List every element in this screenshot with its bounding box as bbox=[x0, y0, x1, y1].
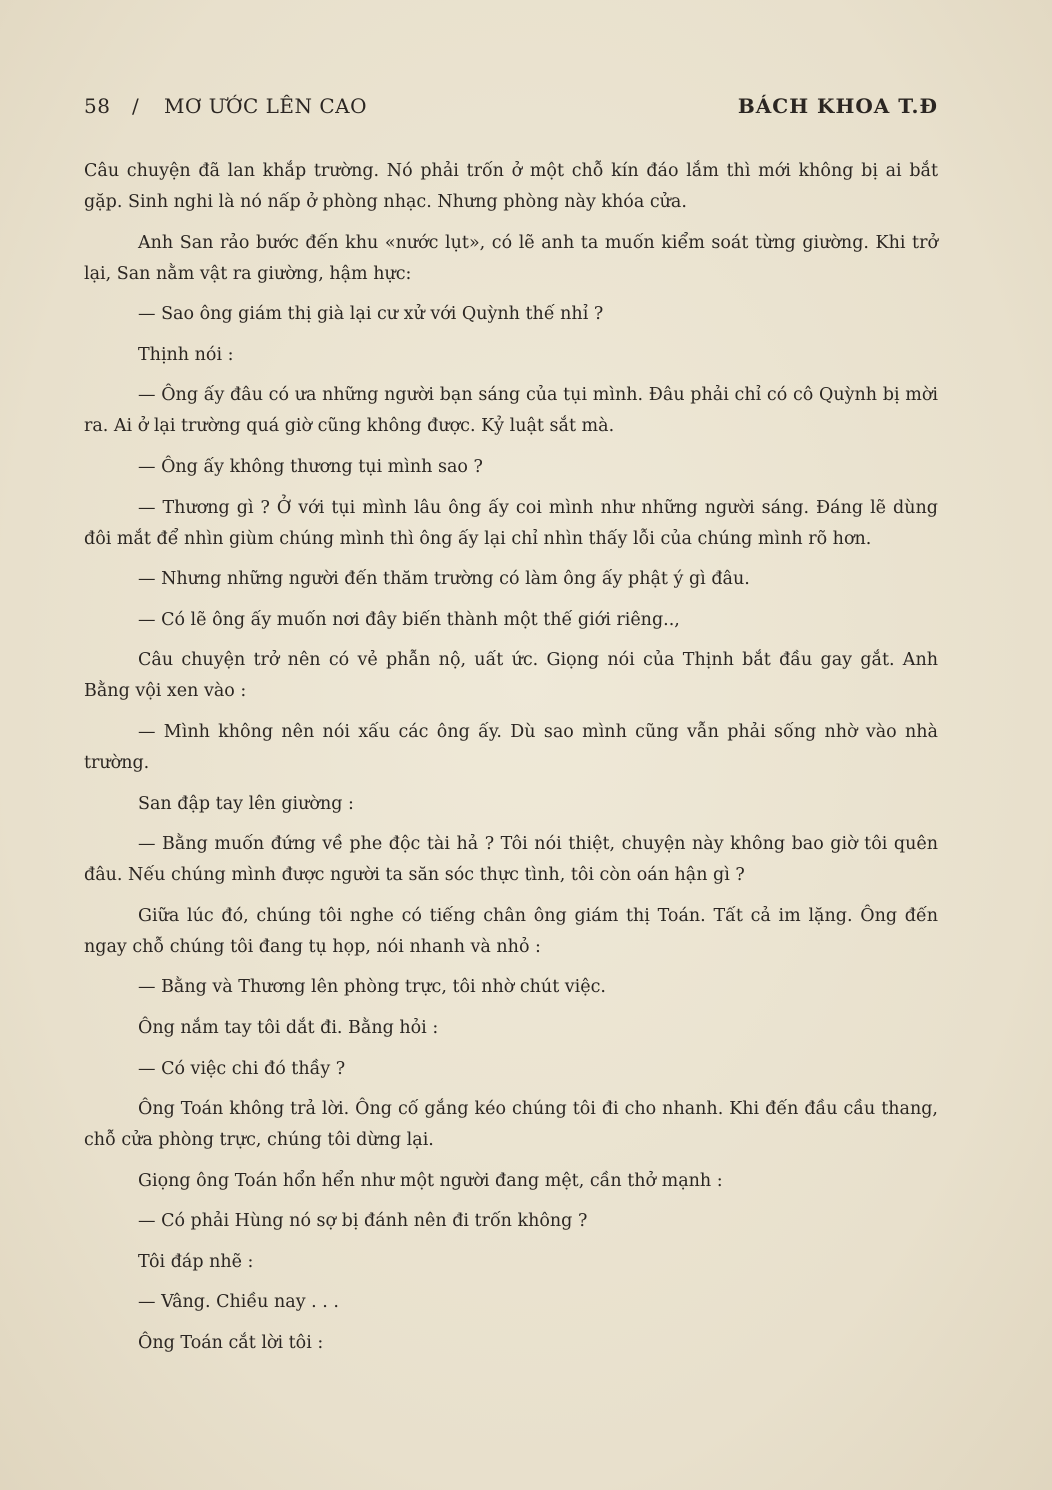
paragraph: Anh San rảo bước đến khu «nước lụt», có lẽ anh ta muốn kiểm soát từng giường. Khi trở lại, San nằm vật ra giường, hậm hực: bbox=[84, 232, 938, 284]
paragraph: — Ông ấy không thương tụi mình sao ? bbox=[138, 456, 483, 477]
paragraph: — Có phải Hùng nó sợ bị đánh nên đi trốn không ? bbox=[138, 1211, 588, 1232]
paragraph: Thịnh nói : bbox=[138, 344, 234, 365]
page-number: 58 bbox=[84, 94, 111, 118]
journal-name: BÁCH KHOA T.Đ bbox=[737, 94, 938, 118]
page-header bbox=[84, 94, 938, 124]
paragraph: Tôi đáp nhẽ : bbox=[138, 1251, 254, 1272]
paragraph: — Sao ông giám thị già lại cư xử với Quỳnh thế nhỉ ? bbox=[138, 304, 604, 325]
paragraph: Ông Toán cắt lời tôi : bbox=[138, 1333, 324, 1354]
paragraph: Câu chuyện trở nên có vẻ phẫn nộ, uất ức. Giọng nói của Thịnh bắt đầu gay gắt. Anh Bằng vội xen vào : bbox=[84, 650, 938, 702]
paragraph: Ông nắm tay tôi dắt đi. Bằng hỏi : bbox=[138, 1017, 439, 1038]
paragraph: — Thương gì ? Ở với tụi mình lâu ông ấy coi mình như những người sáng. Đáng lẽ dùng đôi mắt để nhìn giùm chúng mình thì ông ấy lại chỉ nhìn thấy lỗi của chúng mình rõ hơn. bbox=[84, 497, 938, 549]
running-title: MƠ ƯỚC LÊN CAO bbox=[164, 94, 368, 118]
header-separator: / bbox=[132, 94, 140, 118]
paragraph: Ông Toán không trả lời. Ông cố gắng kéo chúng tôi đi cho nhanh. Khi đến đầu cầu thang, chỗ cửa phòng trực, chúng tôi dừng lại. bbox=[84, 1099, 938, 1151]
paragraph: — Có lẽ ông ấy muốn nơi đây biến thành một thế giới riêng.., bbox=[138, 609, 680, 630]
body-text bbox=[84, 156, 938, 1369]
paragraph: — Vâng. Chiều nay . . . bbox=[138, 1292, 339, 1313]
paragraph: — Ông ấy đâu có ưa những người bạn sáng của tụi mình. Đâu phải chỉ có cô Quỳnh bị mời ra. Ai ở lại trường quá giờ cũng không được. Kỷ luật sắt mà. bbox=[84, 385, 938, 437]
paragraph: — Có việc chi đó thầy ? bbox=[138, 1058, 346, 1079]
paragraph: — Bằng và Thương lên phòng trực, tôi nhờ chút việc. bbox=[138, 977, 606, 998]
paragraph: San đập tay lên giường : bbox=[138, 793, 354, 814]
paragraph: Giữa lúc đó, chúng tôi nghe có tiếng chân ông giám thị Toán. Tất cả im lặng. Ông đến ngay chỗ chúng tôi đang tụ họp, nói nhanh và nhỏ : bbox=[84, 905, 938, 957]
paragraph: Giọng ông Toán hổn hển như một người đang mệt, cần thở mạnh : bbox=[138, 1170, 723, 1191]
paragraph: — Nhưng những người đến thăm trường có làm ông ấy phật ý gì đâu. bbox=[138, 569, 750, 590]
paragraph: Câu chuyện đã lan khắp trường. Nó phải trốn ở một chỗ kín đáo lắm thì mới không bị ai bắt gặp. Sinh nghi là nó nấp ở phòng nhạc. Nhưng phòng này khóa cửa. bbox=[84, 161, 938, 212]
paragraph: — Bằng muốn đứng về phe độc tài hả ? Tôi nói thiệt, chuyện này không bao giờ tôi quên đâu. Nếu chúng mình được người ta săn sóc thực tình, tôi còn oán hận gì ? bbox=[84, 834, 938, 886]
paragraph: — Mình không nên nói xấu các ông ấy. Dù sao mình cũng vẫn phải sống nhờ vào nhà trường. bbox=[84, 721, 938, 773]
